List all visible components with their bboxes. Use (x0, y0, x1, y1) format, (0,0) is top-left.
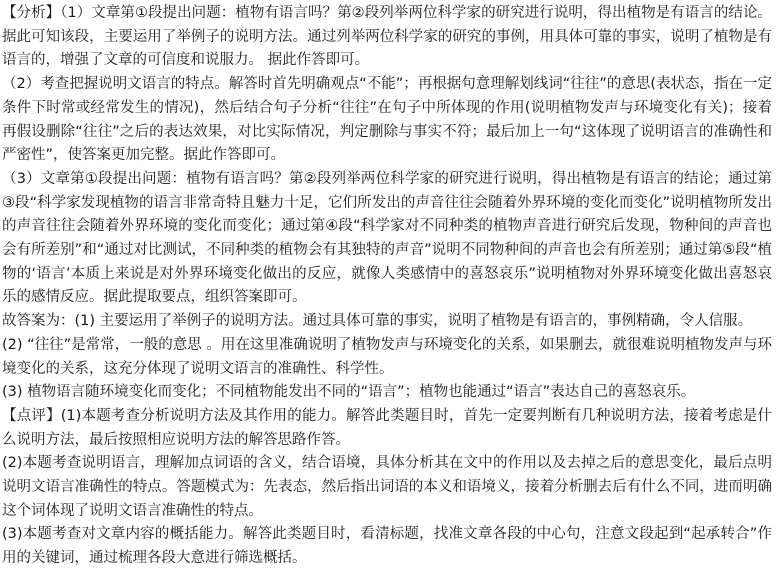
analysis-part-1: 【分析】（1）文章第①段提出问题：植物有语言吗？第②段列举两位科学家的研究进行说明，得出植物是有语言的结论。据此可知该段，主要运用了举例子的说明方法。通过列举两位科学家的研究的事例，用具体可靠的事实，说明了植物是有语言的，增强了文章的可信度和说服力。 据此作答即可。 (2, 5, 772, 69)
comment-1: 【点评】(1)本题考查分析说明方法及其作用的能力。解答此类题目时，首先一定要判断有几种说明方法，接着考虑是什么说明方法，最后按照相应说明方法的解答思路作答。 (2, 407, 772, 448)
comment-3: (3)本题考查对文章内容的概括能力。解答此类题目时，看清标题，找准文章各段的中心句，注意文段起到“起承转合”作用的关键词，通过梳理各段大意进行筛选概括。 (2, 526, 772, 567)
comment-2: (2)本题考查说明语言，理解加点词语的含义，结合语境，具体分析其在文中的作用以及去掉之后的意思变化，最后点明说明文语言准确性的特点。答题模式为：先表态，然后指出词语的本义和语境义，接着分析删去后有什么不同，进而明确这个词体现了说明文语言准确性的特点。 (2, 455, 772, 519)
analysis-part-2: （2）考查把握说明文语言的特点。解答时首先明确观点“不能”；再根据句意理解划线词“往往”的意思(表状态，指在一定条件下时常或经常发生的情况)，然后结合句子分析“往往”在句子中所体现的作用(说明植物发声与环境变化有关)；接着再假设删除“往往”之后的表达效果，对比实际情况，判定删除与事实不符；最后加上一句“这体现了说明语言的准确性和严密性”，使答案更加完整。据此作答即可。 (2, 76, 772, 164)
answer-3: (3) 植物语言随环境变化而变化；不同植物能发出不同的“语言”；植物也能通过“语言”表达自己的喜怒哀乐。 (2, 384, 696, 401)
analysis-part-3: （3）文章第①段提出问题：植物有语言吗？第②段列举两位科学家的研究进行说明，得出植物是有语言的结论；通过第③段“科学家发现植物的语言非常奇特且魅力十足，它们所发出的声音往往会随着外界环境的变化而变化”说明植物所发出的声音往往会随着外界环境的变化而变化；通过第④段“科学家对不同种类的植物声音进行研究后发现，物种间的声音也会有所差别”和“通过对比测试，不同种类的植物会有其独特的声音”说明不同物种间的声音也会有所差别；通过第⑤段“植物的‘语言’本质上来说是对外界环境变化做出的反应，就像人类感情中的喜怒哀乐”说明植物对外界环境变化做出喜怒哀乐的感情反应。据此提取要点，组织答案即可。 (2, 170, 772, 306)
answer-2: (2) “往往”是常常，一般的意思 。用在这里准确说明了植物发声与环境变化的关系，如果删去，就很难说明植物发声与环境变化的关系，这充分体现了说明文语言的准确性、科学性。 (2, 336, 772, 377)
answer-1: 故答案为：(1) 主要运用了举例子的说明方法。通过具体可靠的事实，说明了植物是有语言的，事例精确，令人信服。 (2, 313, 753, 330)
